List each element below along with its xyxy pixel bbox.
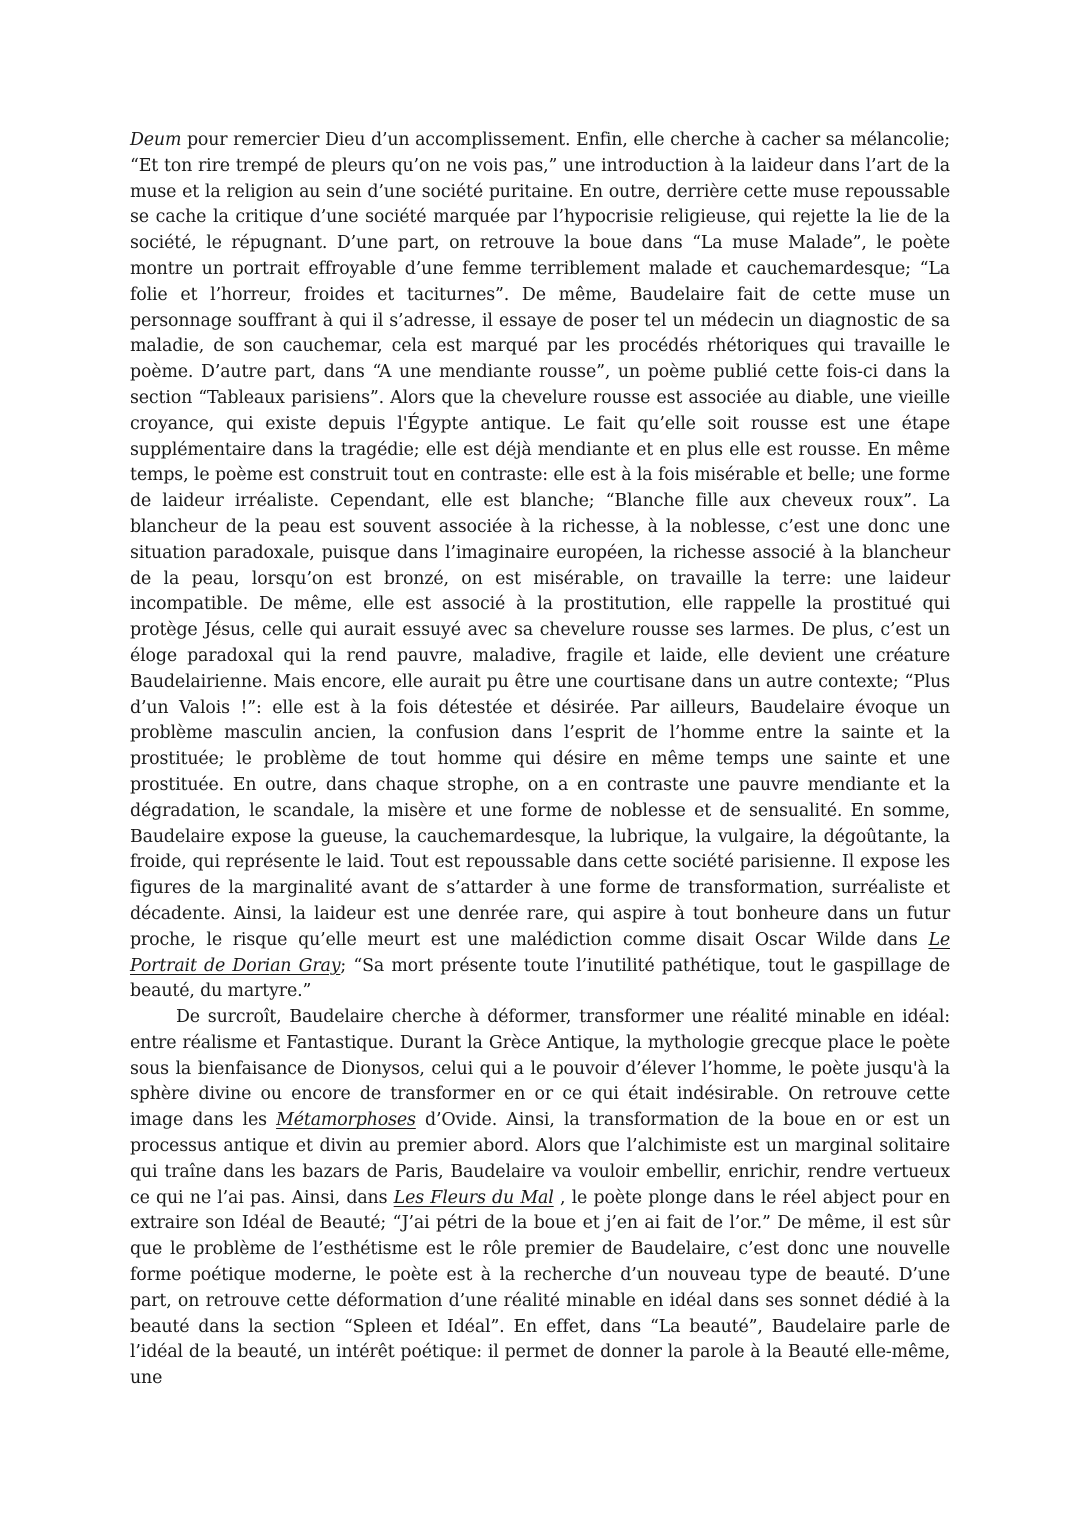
paragraph-2-text-b: d’Ovide. Ainsi, la transformation de la boue en or est un processus antique et divin au premier abord. Alors que l’alchimiste est un marginal solitaire qui traîne dans les bazars de Paris, Baudelaire va vouloir embellir, enrichir, rendre vertueux ce qui ne l’ai pas. Ainsi, dans — [130, 1110, 950, 1208]
paragraph-1-text-a: pour remercier Dieu d’un accomplissement. Enfin, elle cherche à cacher sa mélancolie; “Et ton rire trempé de pleurs qu’on ne vois pas,” une introduction à la laideur dans l’art de la muse et la religion au sein d’une société puritaine. En outre, derrière cette muse repoussable se cache la critique d’une société marquée par l’hypocrisie religieuse, qui rejette la lie de la société, le répugnant. D’une part, on retrouve la boue dans “La muse Malade”, le poète montre un portrait effroyable d’une femme terriblement malade et cauchemardesque; “La folie et l’horreur, froides et taciturnes”. De même, Baudelaire fait de cette muse un personnage souffrant à qui il s’adresse, il essaye de poser tel un médecin un diagnostic de sa maladie, de son cauchemar, cela est marqué par les procédés rhétoriques qui travaille le poème. D’autre part, dans “A une mendiante rousse”, un poème publié cette fois-ci dans la section “Tableaux parisiens”. Alors que la chevelure rousse est associée au diable, une vieille croyance, qui existe depuis l'Égypte antique. Le fait qu’elle soit rousse est une étape supplémentaire dans la tragédie; elle est déjà mendiante et en plus elle est rousse. En même temps, le poème est construit tout en contraste: elle est à la fois misérable et belle; une forme de laideur irréaliste. Cependant, elle est blanche; “Blanche fille aux cheveux roux”. La blancheur de la peau est souvent associée à la richesse, à la noblesse, c’est une donc une situation paradoxale, puisque dans l’imaginaire européen, la richesse associé à la blancheur de la peau, lorsqu’on est bronzé, on est misérable, on travaille la terre: une laideur incompatible. De même, elle est associé à la prostitution, elle rappelle la prostitué qui protège Jésus, celle qui aurait essuyé avec sa chevelure rousse ses larmes. De plus, c’est un éloge paradoxal qui la rend pauvre, maladive, fragile et laide, elle devient une créature Baudelairienne. Mais encore, elle aurait pu être une courtisane dans un autre contexte; “Plus d’un Valois !”: elle est à la fois détestée et désirée. Par ailleurs, Baudelaire évoque un problème masculin ancien, la confusion dans l’esprit de l’homme entre la sainte et la prostituée; le problème de tout homme qui désire en même temps une sainte et une prostituée. En outre, dans chaque strophe, on a en contraste une pauvre mendiante et la dégradation, le scandale, la misère et une forme de noblesse et de sensualité. En somme, Baudelaire expose la gueuse, la cauchemardesque, la lubrique, la vulgaire, la dégoûtante, la froide, qui représente le laid. Tout est repoussable dans cette société parisienne. Il expose les figures de la marginalité avant de s’attarder à une forme de transformation, surréaliste et décadente. Ainsi, la laideur est une denrée rare, qui aspire à tout bonheure dans un futur proche, le risque qu’elle meurt est une malédiction comme disait Oscar Wilde dans — [130, 130, 950, 950]
book-title-metamorphoses: Métamorphoses — [276, 1110, 416, 1131]
book-title-dorian-gray: Le Portrait de Dorian Gray — [130, 929, 950, 976]
paragraph-2-text-c: , le poète plonge dans le réel abject pour en extraire son Idéal de Beauté; “J’ai pétri de la boue et j’en ai fait de l’or.” De même, il est sûr que le problème de l’esthétisme est le rôle premier de Baudelaire, c’est donc une nouvelle forme poétique moderne, le poète est à la recherche d’un nouveau type de beauté. D’une part, on retrouve cette déformation d’une réalité minable en idéal dans ses sonnet dédié à la beauté dans la section “Spleen et Idéal”. En effet, dans “La beauté”, Baudelaire parle de l’idéal de la beauté, un intérêt poétique: il permet de donner la parole à la Beauté elle-même, une — [130, 1187, 951, 1389]
book-title-fleurs-du-mal: Les Fleurs du Mal — [393, 1187, 554, 1208]
document-page — [130, 128, 950, 1392]
paragraph-1 — [130, 128, 950, 1005]
latin-word-deum: Deum — [130, 130, 182, 150]
paragraph-2 — [130, 1005, 950, 1392]
paragraph-1-text-b: ; “Sa mort présente toute l’inutilité pathétique, tout le gaspillage de beauté, du martyre.” — [130, 955, 950, 1002]
paragraph-2-text-a: De surcroît, Baudelaire cherche à déformer, transformer une réalité minable en idéal: entre réalisme et Fantastique. Durant la Grèce Antique, la mythologie grecque place le poète sous la bienfaisance de Dionysos, celui qui a le pouvoir d’élever l’homme, le poète jusqu'à la sphère divine ou encore de transformer en or ce qui était indésirable. On retrouve cette image dans les — [130, 1007, 950, 1131]
